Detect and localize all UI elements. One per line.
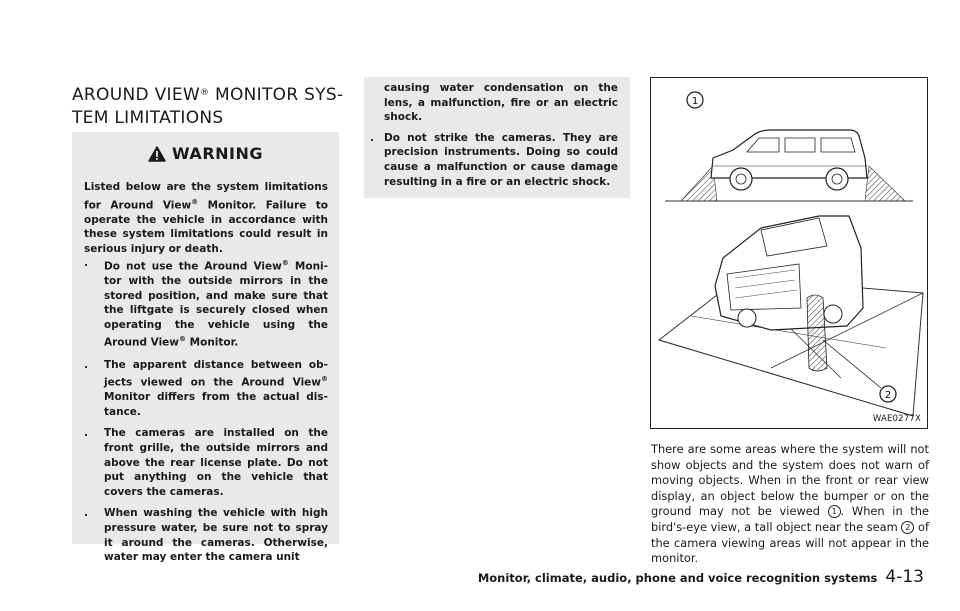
perspective-view <box>659 216 923 416</box>
body-text-part: of the camera viewing areas will not appear in the monitor. <box>651 519 929 566</box>
warning-continued <box>364 81 618 189</box>
bullet-marker: . <box>370 131 374 144</box>
warning-bullet-list <box>84 256 328 572</box>
bullet-text: The cameras are installed on the front grille, the outside mirrors and above the rear license plate. Do not put anything on the vehicle that covers the cameras. <box>104 427 328 498</box>
inline-callout-1: 1 <box>828 505 841 518</box>
bullet-marker: . <box>84 257 88 269</box>
list-item <box>84 358 328 420</box>
bullet-text-part: Monitor. <box>186 336 239 349</box>
vehicle-camera-diagram <box>651 78 927 428</box>
footer-section-title: Monitor, climate, audio, phone and voice recognition systems <box>477 571 878 585</box>
list-item <box>84 426 328 499</box>
around-view-figure <box>650 77 928 429</box>
heading-text: TEM LIMITATIONS <box>72 108 224 128</box>
intro-text: Listed below are the system limitations for Around View <box>84 181 328 212</box>
bullet-text-part: Do not use the Around View <box>104 260 282 273</box>
list-item <box>84 256 328 351</box>
bullet-marker: . <box>84 507 88 520</box>
bullet-marker: . <box>84 358 88 371</box>
figure-code: WAE0277X <box>872 414 921 424</box>
section-heading <box>72 84 347 130</box>
page-number: 4-13 <box>885 567 924 587</box>
bullet-text: When washing the vehicle with high pressure water, be sure not to spray it around the cameras. Otherwise, water may enter the camera unit <box>104 507 328 564</box>
body-paragraph <box>651 442 929 567</box>
callout-1-label: 1 <box>691 96 699 107</box>
callout-2-label: 2 <box>884 390 892 401</box>
continued-text: causing water condensation on the lens, a malfunction, fire or an electric shock. <box>384 82 618 124</box>
warning-box <box>72 132 339 564</box>
registered-mark: ® <box>281 259 289 267</box>
warning-title-text: WARNING <box>172 144 263 163</box>
bullet-text <box>104 358 328 420</box>
side-view <box>665 130 913 201</box>
registered-mark: ® <box>321 375 328 384</box>
list-item <box>84 506 328 564</box>
bullet-text: Do not strike the cameras. They are precision instruments. Doing so could cause a malfunction or cause damage resulting in a fire or an electric shock. <box>384 131 618 188</box>
warning-intro <box>84 180 328 256</box>
bullet-marker: . <box>84 427 88 440</box>
list-item <box>364 131 618 189</box>
heading-text: MONITOR SYS- <box>209 85 344 105</box>
body-text-part: . When in the bird's-eye view, a tall object near the seam <box>651 504 929 534</box>
warning-box-continued <box>364 77 630 198</box>
registered-mark: ® <box>199 88 210 98</box>
registered-mark: ® <box>191 197 199 206</box>
intro-text: Monitor. Failure to operate the vehicle in accordance with these system limitations could result in serious injury or death. <box>84 199 328 255</box>
callout-1 <box>687 92 703 108</box>
inline-callout-2: 2 <box>901 521 914 534</box>
warning-triangle-icon <box>148 146 166 162</box>
registered-mark: ® <box>179 335 187 344</box>
warning-title <box>72 144 339 163</box>
heading-text: AROUND VIEW <box>72 85 200 105</box>
bullet-text-part: Moni- tor with the outside mirrors in the stored position, and make sure that the liftgate is securely closed when operating the vehicle using the Around View <box>104 260 328 349</box>
bullet-text <box>104 256 328 351</box>
body-text-part: There are some areas where the system will not show objects and the system does not warn of moving objects. When in the front or rear view display, an object below the bumper or on the ground may not be viewed <box>651 442 929 519</box>
bullet-text-part: The apparent distance between ob- jects viewed on the Around View <box>104 358 328 389</box>
bullet-text-part: Monitor differs from the actual dis- tance. <box>104 391 328 418</box>
callout-2 <box>880 386 896 402</box>
page-footer <box>478 567 924 587</box>
